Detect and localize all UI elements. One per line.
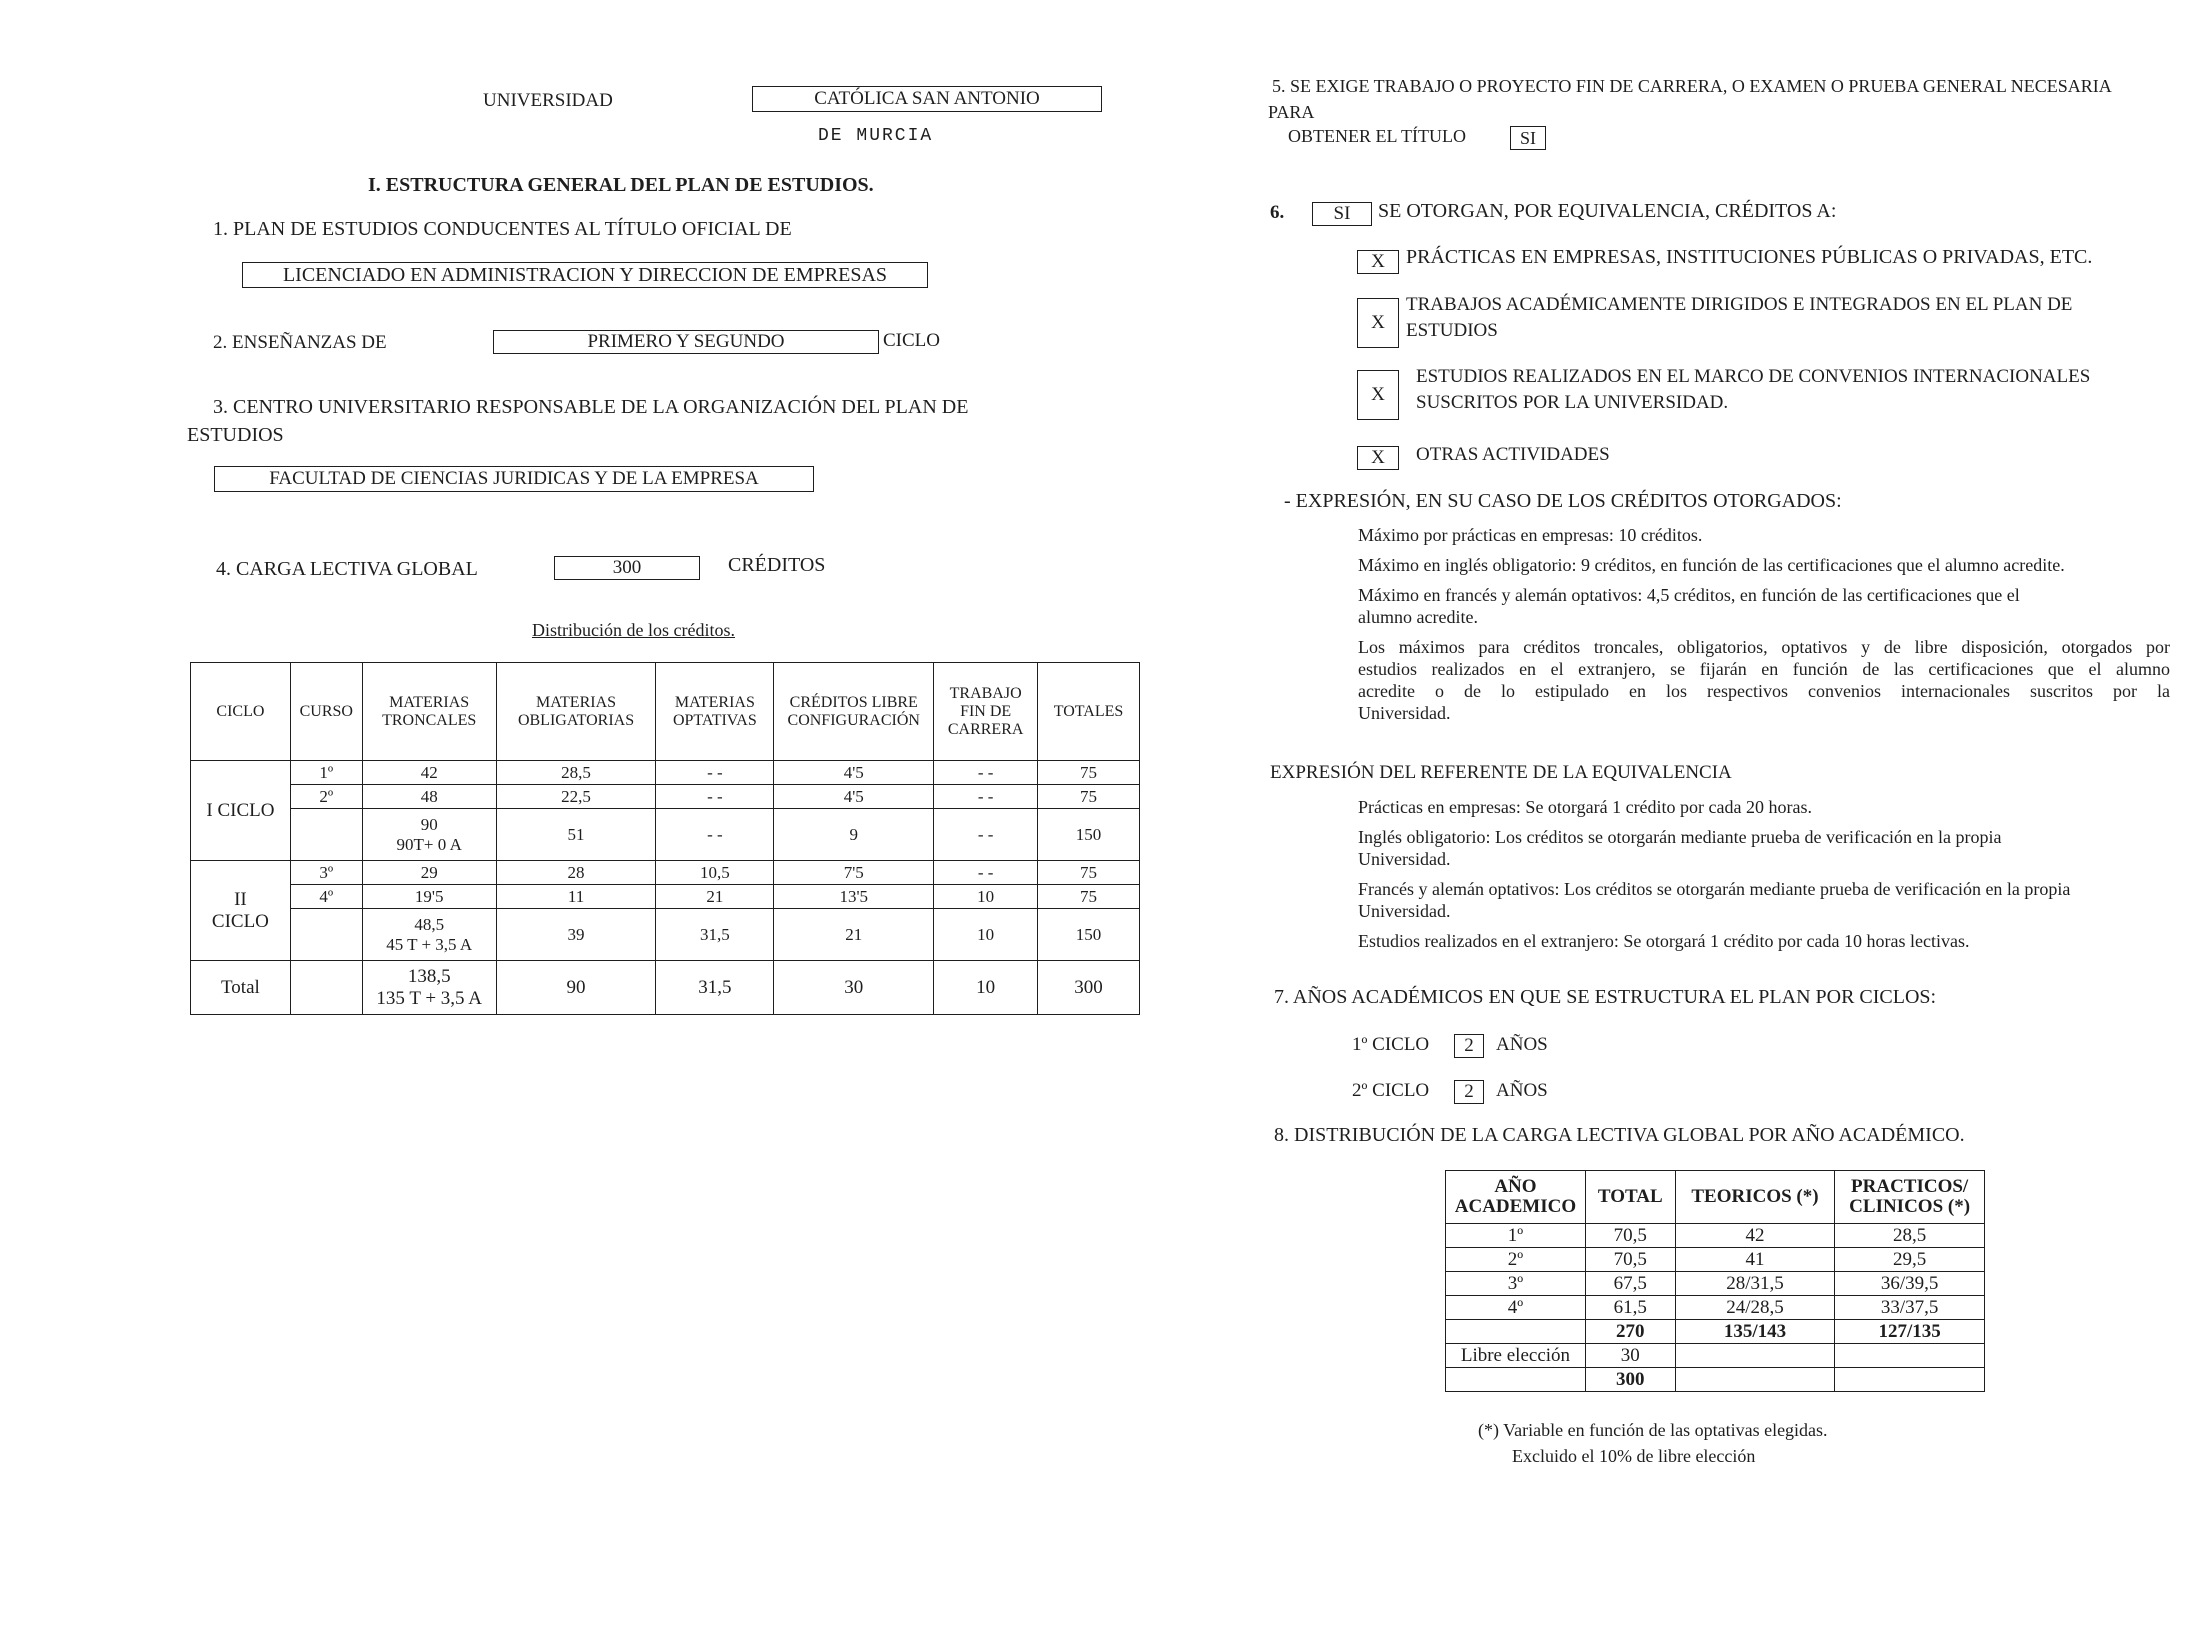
- expresion-block: [1358, 524, 2170, 724]
- cell-total: 70,5: [1585, 1224, 1675, 1248]
- cell-curso: 4º: [290, 885, 362, 909]
- cell-total: 61,5: [1585, 1296, 1675, 1320]
- cell-optativas: 10,5: [656, 861, 774, 885]
- cell-troncales: 29: [362, 861, 496, 885]
- distribution-caption: Distribución de los créditos.: [532, 620, 735, 640]
- table-row: [191, 785, 1140, 809]
- cell-curso: [290, 961, 362, 1015]
- cycle2-years-suffix: AÑOS: [1496, 1080, 1548, 1101]
- cell-libre: 4'5: [774, 761, 934, 785]
- cell-trabajo: 10: [934, 885, 1038, 909]
- cell-troncales: [362, 909, 496, 961]
- section6-text: SE OTORGAN, POR EQUIVALENCIA, CRÉDITOS A:: [1378, 200, 1837, 222]
- cell-teoricos: 42: [1675, 1224, 1835, 1248]
- total-libre: 30: [774, 961, 934, 1015]
- header-trabajo: TRABAJO FIN DE CARRERA: [934, 663, 1038, 761]
- option1-text: PRÁCTICAS EN EMPRESAS, INSTITUCIONES PÚBLICAS O PRIVADAS, ETC.: [1406, 246, 2093, 268]
- cell-libre: 7'5: [774, 861, 934, 885]
- cell-troncales-split: 90T+ 0 A: [396, 834, 462, 854]
- option3-checkbox[interactable]: X: [1357, 370, 1399, 420]
- expresion-line: estudios realizados en el extranjero, se fijarán en función de las certificaciones que el alumno: [1358, 659, 2170, 679]
- header-totales: TOTALES: [1038, 663, 1140, 761]
- cell-trabajo: - -: [934, 861, 1038, 885]
- cell-optativas: 31,5: [656, 909, 774, 961]
- cell-totales: 75: [1038, 761, 1140, 785]
- total-label: Total: [191, 961, 291, 1015]
- cell-libre: 13'5: [774, 885, 934, 909]
- cell-troncales-value: 90: [420, 814, 438, 834]
- cell-ano: 3º: [1446, 1272, 1586, 1296]
- total-trabajo: 10: [934, 961, 1038, 1015]
- cell-curso: [290, 809, 362, 861]
- cell-obligatorias: 28: [496, 861, 656, 885]
- cycle2-label-a: II: [234, 888, 247, 910]
- option2-text-line2: ESTUDIOS: [1406, 320, 1498, 341]
- ciclo-label: CICLO: [883, 330, 940, 351]
- cell-trabajo: 10: [934, 909, 1038, 961]
- option3-text-line1: ESTUDIOS REALIZADOS EN EL MARCO DE CONVENIOS INTERNACIONALES: [1416, 366, 2091, 387]
- cell-troncales: 48: [362, 785, 496, 809]
- cell-teoricos: [1675, 1368, 1835, 1392]
- expresion-line: Máximo en francés y alemán optativos: 4,5 créditos, en función de las certificaciones que el: [1358, 585, 2020, 605]
- cycle2-years-label: 2º CICLO: [1352, 1080, 1430, 1101]
- lectiva-header-ano: AÑO ACADEMICO: [1446, 1171, 1586, 1224]
- cell-libre: 21: [774, 909, 934, 961]
- cell-curso: [290, 909, 362, 961]
- referente-title: EXPRESIÓN DEL REFERENTE DE LA EQUIVALENCIA: [1270, 762, 1732, 783]
- option2-text-line1: TRABAJOS ACADÉMICAMENTE DIRIGIDOS E INTEGRADOS EN EL PLAN DE: [1406, 294, 2073, 315]
- item3-label-line2: ESTUDIOS: [187, 424, 284, 446]
- cell-curso: 3º: [290, 861, 362, 885]
- expresion-line: Universidad.: [1358, 703, 1451, 723]
- cell-practicos: 36/39,5: [1835, 1272, 1985, 1296]
- cell-practicos: [1835, 1368, 1985, 1392]
- referente-block: [1358, 796, 2170, 952]
- referente-line: Inglés obligatorio: Los créditos se otorgarán mediante prueba de verificación en la propia: [1358, 827, 2002, 847]
- cell-teoricos: 135/143: [1675, 1320, 1835, 1344]
- table-row: [1446, 1344, 1985, 1368]
- section6-number: 6.: [1270, 202, 1285, 223]
- section-title: I. ESTRUCTURA GENERAL DEL PLAN DE ESTUDIOS.: [368, 174, 874, 196]
- section8-note2: Excluido el 10% de libre elección: [1512, 1446, 1756, 1466]
- cell-libre: 4'5: [774, 785, 934, 809]
- cell-totales: 75: [1038, 785, 1140, 809]
- expresion-line: Máximo por prácticas en empresas: 10 créditos.: [1358, 525, 1703, 545]
- table-row: [1446, 1224, 1985, 1248]
- referente-line: Estudios realizados en el extranjero: Se otorgará 1 crédito por cada 10 horas lectivas.: [1358, 931, 1970, 951]
- cell-practicos: [1835, 1344, 1985, 1368]
- carga-box: 300: [554, 556, 700, 580]
- cell-libre: 9: [774, 809, 934, 861]
- option2-checkbox[interactable]: X: [1357, 298, 1399, 348]
- cell-total: 300: [1585, 1368, 1675, 1392]
- expresion-line: alumno acredite.: [1358, 607, 1478, 627]
- cell-ano: 2º: [1446, 1248, 1586, 1272]
- cell-optativas: - -: [656, 809, 774, 861]
- referente-line: Universidad.: [1358, 849, 1451, 869]
- cell-trabajo: - -: [934, 761, 1038, 785]
- cycle2-label-b: CICLO: [211, 910, 269, 932]
- item2-label: 2. ENSEÑANZAS DE: [213, 332, 387, 353]
- header-troncales: MATERIAS TRONCALES: [362, 663, 496, 761]
- cell-troncales: [362, 809, 496, 861]
- universidad-name-box: CATÓLICA SAN ANTONIO: [752, 86, 1102, 112]
- cell-troncales: [362, 961, 496, 1015]
- cell-totales: 75: [1038, 861, 1140, 885]
- item3-label-line1: 3. CENTRO UNIVERSITARIO RESPONSABLE DE LA ORGANIZACIÓN DEL PLAN DE: [213, 396, 969, 418]
- cell-teoricos: 28/31,5: [1675, 1272, 1835, 1296]
- table-row: [191, 809, 1140, 861]
- section6-value-box: SI: [1312, 202, 1372, 226]
- option1-checkbox[interactable]: X: [1357, 250, 1399, 274]
- header-libre: CRÉDITOS LIBRE CONFIGURACIÓN: [774, 663, 934, 761]
- cell-trabajo: - -: [934, 785, 1038, 809]
- cell-obligatorias: 28,5: [496, 761, 656, 785]
- total-troncales-value: 138,5: [407, 965, 451, 987]
- table-row: [191, 761, 1140, 785]
- cell-optativas: - -: [656, 761, 774, 785]
- cell-obligatorias: 22,5: [496, 785, 656, 809]
- cell-practicos: 127/135: [1835, 1320, 1985, 1344]
- cell-ano: [1446, 1368, 1586, 1392]
- cycle1-years-label: 1º CICLO: [1352, 1034, 1430, 1055]
- cycle1-label: I CICLO: [191, 761, 291, 861]
- option3-text-line2: SUSCRITOS POR LA UNIVERSIDAD.: [1416, 392, 1729, 413]
- cell-curso: 2º: [290, 785, 362, 809]
- cell-ano: Libre elección: [1446, 1344, 1586, 1368]
- cell-total: 270: [1585, 1320, 1675, 1344]
- cell-practicos: 28,5: [1835, 1224, 1985, 1248]
- cell-practicos: 29,5: [1835, 1248, 1985, 1272]
- creditos-label: CRÉDITOS: [728, 554, 826, 576]
- lectiva-header-total: TOTAL: [1585, 1171, 1675, 1224]
- referente-line: Universidad.: [1358, 901, 1451, 921]
- cycle2-years-box: 2: [1454, 1080, 1484, 1104]
- total-obligatorias: 90: [496, 961, 656, 1015]
- table-row: [1446, 1296, 1985, 1320]
- table-row: [1446, 1368, 1985, 1392]
- header-curso: CURSO: [290, 663, 362, 761]
- header-obligatorias: MATERIAS OBLIGATORIAS: [496, 663, 656, 761]
- section5-line2: PARA: [1268, 102, 1315, 122]
- cycle1-years-box: 2: [1454, 1034, 1484, 1058]
- cell-totales: 150: [1038, 809, 1140, 861]
- section8-title: 8. DISTRIBUCIÓN DE LA CARGA LECTIVA GLOBAL POR AÑO ACADÉMICO.: [1274, 1124, 1965, 1146]
- centro-box: FACULTAD DE CIENCIAS JURIDICAS Y DE LA EMPRESA: [214, 466, 814, 492]
- cycle2-label: [191, 861, 291, 961]
- degree-title-box: LICENCIADO EN ADMINISTRACION Y DIRECCION DE EMPRESAS: [242, 262, 928, 288]
- section5-value-box: SI: [1510, 126, 1546, 150]
- header-ciclo: CICLO: [191, 663, 291, 761]
- cell-total: 67,5: [1585, 1272, 1675, 1296]
- universidad-city: DE MURCIA: [818, 126, 934, 146]
- distribution-header-row: [191, 663, 1140, 761]
- cell-obligatorias: 39: [496, 909, 656, 961]
- cell-optativas: - -: [656, 785, 774, 809]
- cell-teoricos: [1675, 1344, 1835, 1368]
- lectiva-header-teoricos: TEORICOS (*): [1675, 1171, 1835, 1224]
- cell-ano: [1446, 1320, 1586, 1344]
- item4-label: 4. CARGA LECTIVA GLOBAL: [216, 558, 478, 580]
- cell-totales: 150: [1038, 909, 1140, 961]
- cell-teoricos: 24/28,5: [1675, 1296, 1835, 1320]
- expresion-line: Los máximos para créditos troncales, obligatorios, optativos y de libre disposición, otorgados por: [1358, 637, 2170, 657]
- table-row: [1446, 1272, 1985, 1296]
- cell-teoricos: 41: [1675, 1248, 1835, 1272]
- cell-curso: 1º: [290, 761, 362, 785]
- referente-line: Francés y alemán optativos: Los créditos se otorgarán mediante prueba de verificación en la propia: [1358, 879, 2071, 899]
- referente-line: Prácticas en empresas: Se otorgará 1 crédito por cada 20 horas.: [1358, 797, 1812, 817]
- table-row: [191, 885, 1140, 909]
- total-row: [191, 961, 1140, 1015]
- section8-note1: (*) Variable en función de las optativas elegidas.: [1478, 1420, 1828, 1440]
- universidad-label: UNIVERSIDAD: [483, 90, 613, 111]
- cycle1-years-suffix: AÑOS: [1496, 1034, 1548, 1055]
- section7-title: 7. AÑOS ACADÉMICOS EN QUE SE ESTRUCTURA EL PLAN POR CICLOS:: [1274, 986, 1937, 1008]
- cell-total: 70,5: [1585, 1248, 1675, 1272]
- option4-checkbox[interactable]: X: [1357, 446, 1399, 470]
- section5-line1: 5. SE EXIGE TRABAJO O PROYECTO FIN DE CARRERA, O EXAMEN O PRUEBA GENERAL NECESARIA: [1272, 76, 2112, 96]
- cell-total: 30: [1585, 1344, 1675, 1368]
- table-row: [191, 861, 1140, 885]
- cell-troncales-value: 48,5: [414, 914, 445, 934]
- option4-text: OTRAS ACTIVIDADES: [1416, 444, 1610, 465]
- expresion-line: acredite o de lo estipulado en los respectivos convenios internacionales suscritos por la: [1358, 681, 2170, 701]
- cell-troncales: 19'5: [362, 885, 496, 909]
- cell-totales: 75: [1038, 885, 1140, 909]
- cell-trabajo: - -: [934, 809, 1038, 861]
- lectiva-table: [1445, 1170, 1985, 1392]
- table-row: [1446, 1320, 1985, 1344]
- cell-obligatorias: 51: [496, 809, 656, 861]
- header-optativas: MATERIAS OPTATIVAS: [656, 663, 774, 761]
- cell-troncales-split: 45 T + 3,5 A: [386, 934, 473, 954]
- section5-line3: OBTENER EL TÍTULO: [1288, 126, 1466, 146]
- expresion-line: Máximo en inglés obligatorio: 9 créditos, en función de las certificaciones que el alumno acredite.: [1358, 555, 2065, 575]
- expresion-title: - EXPRESIÓN, EN SU CASO DE LOS CRÉDITOS OTORGADOS:: [1284, 490, 1842, 512]
- total-optativas: 31,5: [656, 961, 774, 1015]
- lectiva-header-row: [1446, 1171, 1985, 1224]
- cell-optativas: 21: [656, 885, 774, 909]
- lectiva-header-practicos: PRACTICOS/ CLINICOS (*): [1835, 1171, 1985, 1224]
- cell-ano: 4º: [1446, 1296, 1586, 1320]
- table-row: [191, 909, 1140, 961]
- distribution-table: [190, 662, 1140, 1015]
- cell-obligatorias: 11: [496, 885, 656, 909]
- table-row: [1446, 1248, 1985, 1272]
- ensenanzas-box: PRIMERO Y SEGUNDO: [493, 330, 879, 354]
- total-troncales-split: 135 T + 3,5 A: [376, 987, 482, 1009]
- total-totales: 300: [1038, 961, 1140, 1015]
- cell-practicos: 33/37,5: [1835, 1296, 1985, 1320]
- cell-troncales: 42: [362, 761, 496, 785]
- item1-label: 1. PLAN DE ESTUDIOS CONDUCENTES AL TÍTULO OFICIAL DE: [213, 218, 792, 240]
- cell-ano: 1º: [1446, 1224, 1586, 1248]
